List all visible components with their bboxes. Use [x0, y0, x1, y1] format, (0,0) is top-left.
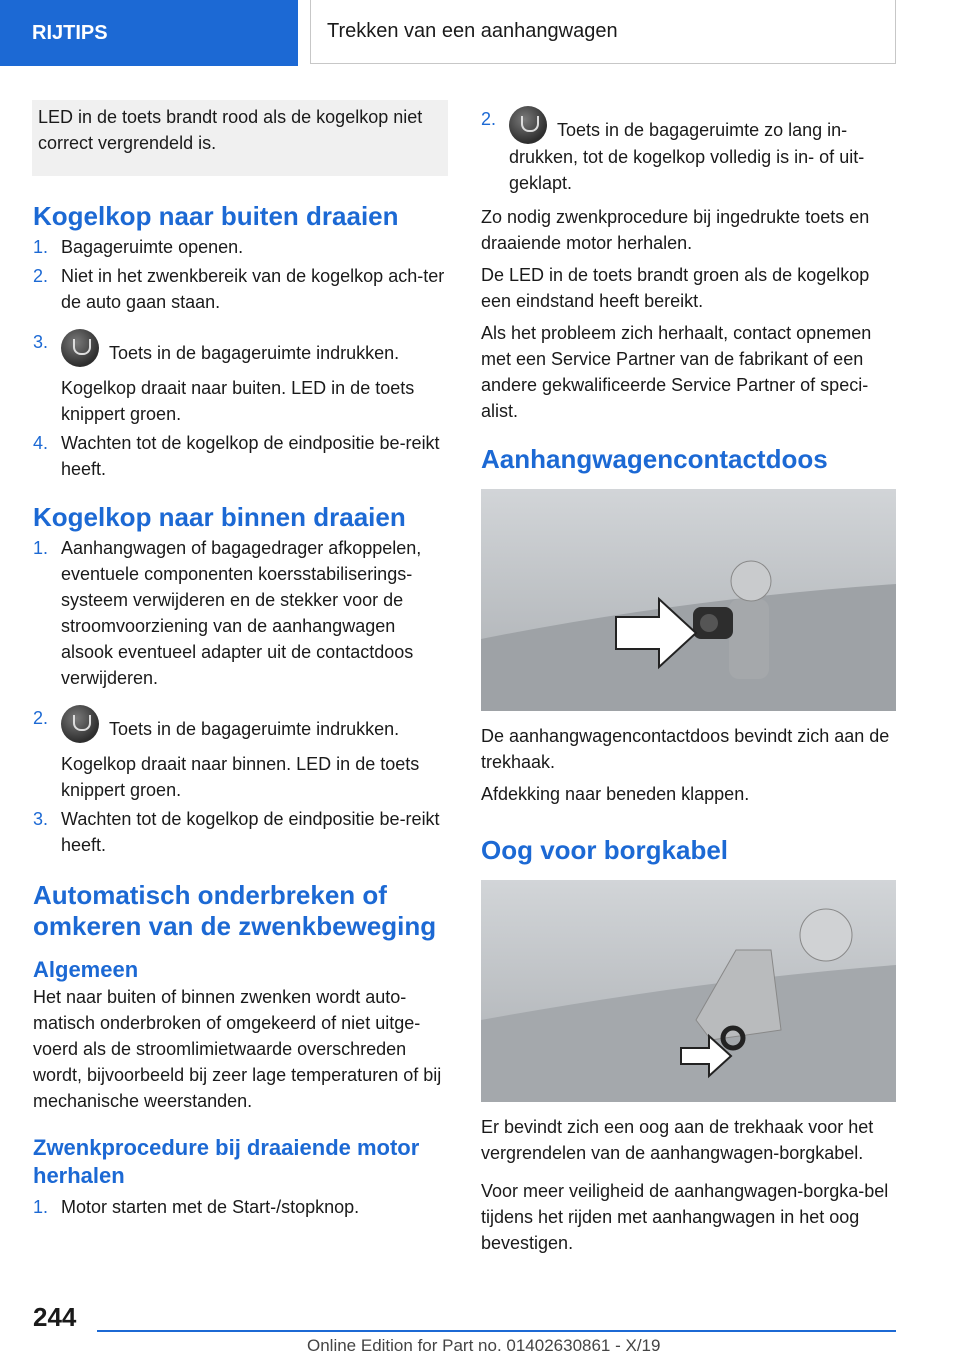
trailer-hitch-button-icon — [61, 329, 99, 367]
list-item: 1. Bagageruimte openen. — [33, 237, 244, 257]
list-item: 1. Aanhangwagen of bagagedrager afkoppelen, eventuele componenten koersstabiliserings-systeem verwijderen en de stekker voor de stroomvoorziening van de aanhangwagen alsook eventueel adapter uit de contactdoos verwijderen. — [33, 538, 422, 688]
paragraph: Afdekking naar beneden klappen. — [481, 784, 750, 804]
subheading-algemeen: Algemeen — [33, 957, 139, 982]
chapter-title: Trekken van een aanhangwagen — [310, 0, 896, 64]
section-tab: RIJTIPS — [0, 0, 298, 66]
footer-divider — [97, 1330, 896, 1332]
paragraph: Er bevindt zich een oog aan de trekhaak voor het vergrendelen van de aanhangwagen-borgkabel. — [481, 1117, 874, 1163]
list-item: 2. Niet in het zwenkbereik van de kogelkop ach-ter de auto gaan staan. — [33, 266, 445, 312]
heading-kogelkop-binnen: Kogelkop naar binnen draaien — [33, 502, 406, 532]
trailer-socket-illustration — [481, 489, 896, 711]
right-column — [481, 100, 896, 1256]
paragraph: Voor meer veiligheid de aanhangwagen-borgka-bel tijdens het rijden met aanhangwagen in het oog bevestigen. — [481, 1181, 889, 1253]
left-column — [33, 100, 448, 1220]
trailer-hitch-button-icon — [509, 106, 547, 144]
subheading-zwenkprocedure: Zwenkprocedure bij draaiende motor herhalen — [33, 1135, 420, 1188]
paragraph-algemeen: Het naar buiten of binnen zwenken wordt auto-matisch onderbroken of omgekeerd of niet uitge-voerd als de stroomlimietwaarde overschreden wordt, bijvoorbeeld bij zeer lage temperaturen of bij mechanische weerstanden. — [33, 987, 442, 1111]
heading-borgkabel: Oog voor borgkabel — [481, 835, 729, 865]
steps-zwenkprocedure — [33, 1194, 448, 1220]
paragraph: Zo nodig zwenkprocedure bij ingedrukte toets en draaiende motor herhalen. — [481, 207, 870, 253]
trailer-hitch-button-icon — [61, 705, 99, 743]
list-item: 2. Toets in de bagageruimte indrukken. Kogelkop draait naar binnen. LED in de toets knippert groen. — [33, 705, 448, 803]
list-item: 1. Motor starten met de Start-/stopknop. — [33, 1197, 360, 1217]
list-item: 3. Wachten tot de kogelkop de eindpositie be-reikt heeft. — [33, 809, 440, 855]
steps-zwenkprocedure-cont — [481, 106, 896, 196]
safety-cable-eye-illustration — [481, 880, 896, 1102]
heading-contactdoos: Aanhangwagencontactdoos — [481, 444, 828, 474]
paragraph: De aanhangwagencontactdoos bevindt zich aan de trekhaak. — [481, 726, 890, 772]
steps-buiten — [33, 234, 448, 482]
heading-kogelkop-buiten: Kogelkop naar buiten draaien — [33, 201, 399, 231]
page-header — [0, 0, 960, 66]
paragraph: De LED in de toets brandt groen als de kogelkop een eindstand heeft bereikt. — [481, 265, 870, 311]
list-item: 2. Toets in de bagageruimte zo lang in-drukken, tot de kogelkop volledig is in- of uit-geklapt. — [481, 106, 896, 196]
list-item: 4. Wachten tot de kogelkop de eindpositie be-reikt heeft. — [33, 433, 440, 479]
page-number: 244 — [33, 1302, 77, 1332]
note-box: LED in de toets brandt rood als de kogelkop niet correct vergrendeld is. — [32, 100, 448, 176]
paragraph: Als het probleem zich herhaalt, contact opnemen met een Service Partner van de fabrikant of een andere gekwalificeerde Service Partner of speci-alist. — [481, 323, 872, 421]
steps-binnen — [33, 535, 448, 858]
list-item: 3. Toets in de bagageruimte indrukken. Kogelkop draait naar buiten. LED in de toets knippert groen. — [33, 329, 448, 427]
edition-text: Online Edition for Part no. 01402630861 - X/19 — [307, 1336, 661, 1355]
heading-automatisch-onderbreken: Automatisch onderbreken of omkeren van de zwenkbeweging — [33, 880, 437, 941]
